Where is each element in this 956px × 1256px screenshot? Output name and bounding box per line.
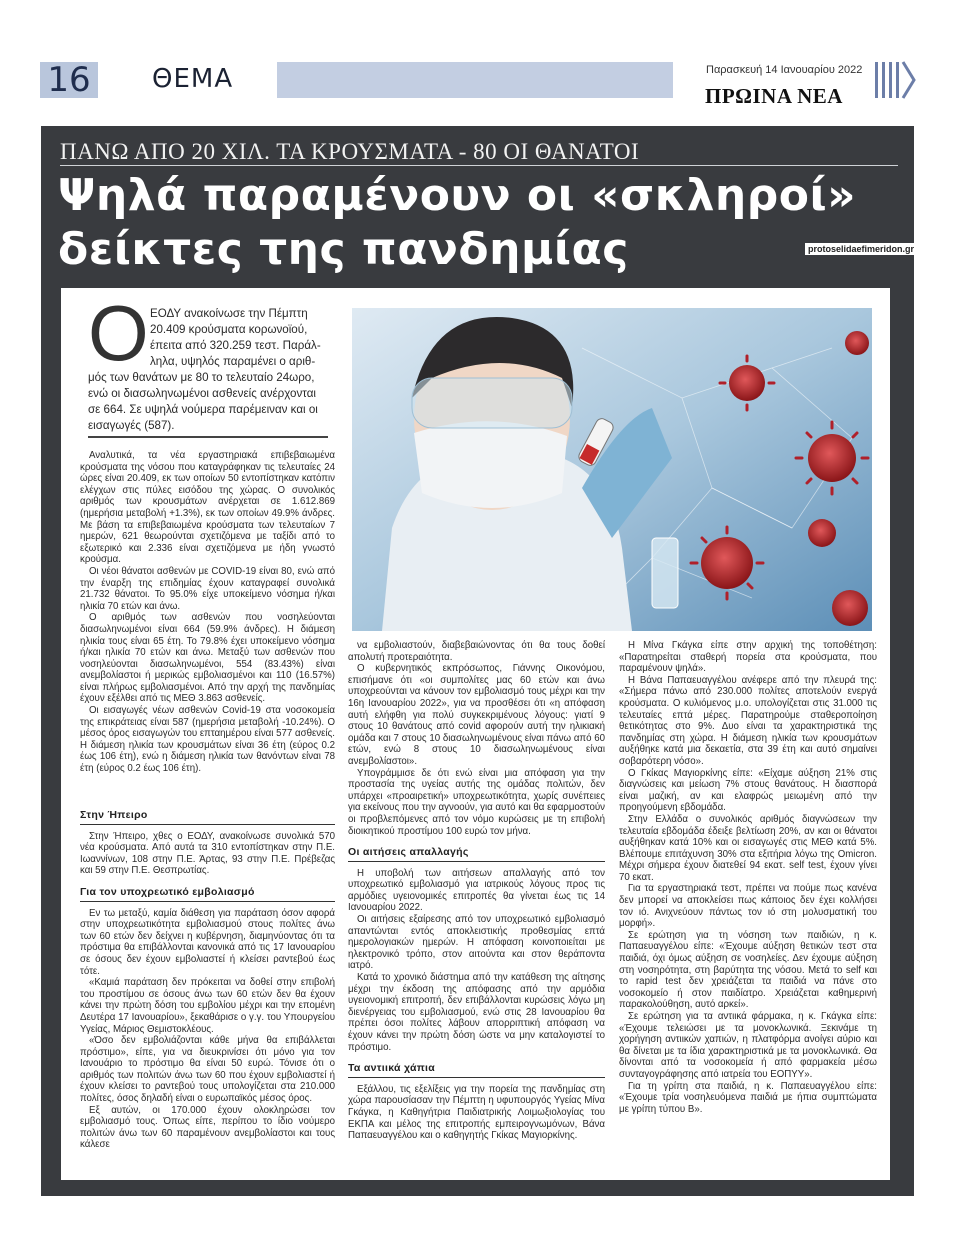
paragraph: Η Μίνα Γκάγκα είπε στην αρχική της τοποθέτηση: «Παρατηρείται σταθερή πορεία στα κρούσματα, που παραμένουν ψηλά». — [619, 640, 877, 675]
article-kicker: ΠΑΝΩ ΑΠΟ 20 ΧΙΛ. ΤΑ ΚΡΟΥΣΜΑΤΑ - 80 ΟΙ ΘΑΝΑΤΟΙ — [60, 139, 640, 164]
article-photo — [352, 308, 872, 631]
paragraph: Για τη γρίπη στα παιδιά, η κ. Παπαευαγγέλου είπε: «Έχουμε τρία νοσηλευόμενα παιδιά με ήπια συμπτώματα με γρίπη τύπου Β». — [619, 1080, 877, 1115]
lead-line: εισαγωγές (587). — [88, 419, 175, 432]
issue-date: Παρασκευή 14 Ιανουαρίου 2022 — [706, 64, 863, 76]
section-title: ΘΕΜΑ — [152, 64, 234, 94]
paragraph: Εν τω μεταξύ, καμία διάθεση για παράταση όσον αφορά στην υποχρεωτικότητα εμβολιασμού στους πολίτες άνω των 60 ετών δεν δείχνει η κυβέρνηση, διαμηνύοντας ότι τα πρόστιμα θα επιβάλλονται κανονικά από τις 17 Ιανουαρίου σε όσους δεν έχουν εμβολιαστεί ή κλείσει ραντεβού έως τότε. — [80, 907, 335, 977]
headline-line-1: Ψηλά παραμένουν οι «σκληροί» — [58, 170, 857, 221]
paragraph: Στην Ήπειρο, χθες ο ΕΟΔΥ, ανακοίνωσε συνολικά 570 νέα κρούσματα. Από αυτά τα 310 εντοπίστηκαν στην Π.Ε. Ιωαννίνων, 108 στην Π.Ε. Άρτας, 93 στην Π.Ε. Πρέβεζας και 59 στην Π.Ε. Θεσπρωτίας. — [80, 830, 335, 877]
paragraph: Στην Ελλάδα ο συνολικός αριθμός διαγνώσεων την τελευταία εβδομάδα έδειξε βελτίωση 20%, αν και οι θάνατοι αυξήθηκαν κατά 10% και οι εισαγωγές στις ΜΕΘ κατά 5%. Βλέπουμε επιτάχυνση 30% στα εξιτήρια λόγω της Omicron. Μέχρι σήμερα έχουν διατεθεί 94 εκατ. self test, έχουν γίνει 70 εκατ. — [619, 813, 877, 883]
paragraph: Ο κυβερνητικός εκπρόσωπος, Γιάννης Οικονόμου, επισήμανε ότι «οι συμπολίτες μας 60 ετών και άνω υποχρεούνται να κάνουν τον εμβολιασμό τους μέχρι και την 16η Ιανουαρίου 2022», για να προσθέσει ότι «η απόφαση αυτή ελήφθη για πολύ συγκεκριμένους λόγους: γιατί 9 στους 10 θανάτους από covid αφορούν αυτή την ηλικιακή ομάδα και 7 στους 10 διασωληνωμένους είναι πάνω από 60 ετών, ενώ 8 στους 10 διασωληνωμένους είναι ανεμβολίαστοι». — [348, 663, 605, 767]
subheading: Τα αντιικά χάπια — [348, 1063, 605, 1078]
paragraph: να εμβολιαστούν, διαβεβαιώνοντας ότι θα τους δοθεί απολυτή προτεραιότητα. — [348, 640, 605, 663]
drop-cap: Ο — [88, 289, 149, 377]
headline-line-2: δείκτες της πανδημίας — [58, 224, 629, 275]
page-number: 16 — [40, 62, 98, 98]
paragraph: Σε ερώτηση για τη νόσηση των παιδιών, η κ. Παπαευαγγέλου είπε: «Έχουμε αύξηση θετικών τεστ στα παιδιά, όχι όμως αύξηση σε νοσηλείες. Δεν έχουμε αύξηση στη νοσηρότητα, στη βαρύτητα της νόσου. Μετά το self και το rapid test δεν χρειάζεται τα παιδιά να πάνε στο νοσοκομείο ή στον παιδίατρο. Χρειάζεται καθημερινή παρακολούθηση, αυτό αρκεί». — [619, 929, 877, 1011]
newspaper-name: ΠΡΩΙΝΑ ΝΕΑ — [705, 84, 843, 108]
lead-line: σε 664. Σε υψηλά νούμερα παρέμειναν και οι — [88, 403, 318, 416]
paragraph: Σε ερώτηση για τα αντιικά φάρμακα, η κ. Γκάγκα είπε: «Έχουμε τελειώσει με τα μονοκλωνικά. Ξεκινάμε τη χορήγηση αντιικών χαπιών, η πλατφόρμα ανοίγει αύριο και θα δίνεται με τα ίδια χαρακτηριστικά με τα μονοκλωνικά. Θα δίνονται από τα νοσοκομεία ή από φαρμακεία μέσω συνταγογράφησης από ιατρεία του ΕΟΠΥΥ». — [619, 1011, 877, 1080]
lead-line: έπειτα από 320.259 τεστ. Παράλ- — [150, 339, 321, 352]
lead-line: μός των θανάτων με 80 το τελευταίο 24ωρο, — [88, 371, 315, 384]
subheading: Για τον υποχρεωτικό εμβολιασμό — [80, 887, 335, 902]
lead-divider — [88, 436, 328, 438]
body-column-1-continued — [80, 800, 335, 1151]
header-bar — [277, 62, 673, 98]
scientist-virus-image — [352, 308, 872, 631]
paragraph: «Όσο δεν εμβολιάζονται κάθε μήνα θα επιβάλλεται πρόστιμο», είπε, για να διευκρινίσει ότι μόνο για τον Ιανουάριο το πρόστιμο θα είναι 50 ευρώ. Τόνισε ότι ο αριθμός των πολιτών άνω των 60 που έχουν εμβολιαστεί ή έχουν κλείσει το ραντεβού τους υπολογίζεται στα 210.000 πολίτες, όσος δηλαδή είναι ο ευρωπαϊκός μέσος όρος. — [80, 1035, 335, 1105]
paragraph: Εξάλλου, τις εξελίξεις για την πορεία της πανδημίας στη χώρα παρουσίασαν την Πέμπτη η υφυπουργός Υγείας Μίνα Γκάγκα, η Καθηγήτρια Παιδιατρικής Λοιμωξιολογίας του ΕΚΠΑ και μέλος της επιτροπής εμπειρογνωμόνων, Βάνα Παπαευαγγέλου και ο καθηγητής Γκίκας Μαγιορκίνης. — [348, 1083, 605, 1142]
paragraph: Οι νέοι θάνατοι ασθενών με COVID-19 είναι 80, ενώ από την έναρξη της επιδημίας έχουν καταγραφεί συνολικά 21.732 θάνατοι. Το 95.0% είχε υποκείμενο νόσημα ή/και ηλικία 70 ετών και άνω. — [80, 565, 335, 612]
body-column-2 — [348, 640, 605, 1142]
subheading: Οι αιτήσεις απαλλαγής — [348, 847, 605, 862]
paragraph: Υπογράμμισε δε ότι ενώ είναι μια απόφαση για την προστασία της υγείας αυτής της ομάδας πολιτών, δεν υπάρχει «προαιρετική» υποχρεωτικότητα, χωρίς συνέπειες για εκείνους που την αγνοούν, για αυτό και θα εφαρμοστούν οι προβλεπόμενες από τον νόμο κυρώσεις με τη επιβολή διοικητικού προστίμου 100 ευρώ τον μήνα. — [348, 767, 605, 837]
body-column-1 — [80, 450, 335, 775]
lead-line: ΕΟΔΥ ανακοίνωσε την Πέμπτη — [150, 307, 308, 320]
paragraph: Η υποβολή των αιτήσεων απαλλαγής από τον υποχρεωτικό εμβολιασμό για ιατρικούς λόγους προς τις αρμόδιες υγειονομικές επιτροπές θα γίνεται έως τις 14 Ιανουαρίου 2022. — [348, 867, 605, 914]
paragraph: Ο αριθμός των ασθενών που νοσηλεύονται διασωληνωμένοι είναι 664 (59.9% άνδρες). Η διάμεση ηλικία τους είναι 65 έτη. Το 79.8% έχει υποκείμενο νόσημα ή/και ηλικία 70 ετών και άνω. Μεταξύ των ασθενών που νοσηλεύονται διασωληνωμένοι, 554 (83.43%) είναι ανεμβολίαστοι ή μερικώς εμβολιασμένοι και 110 (16.57%) είναι πλήρως εμβολιασμένοι. Από την αρχή της πανδημίας έχουν εξέλθει από τις ΜΕΘ 3.863 ασθενείς. — [80, 612, 335, 705]
lead-line: 20.409 κρούσματα κορωνοϊού, — [150, 323, 308, 336]
paragraph: Αναλυτικά, τα νέα εργαστηριακά επιβεβαιωμένα κρούσματα της νόσου που καταγράφηκαν τις τελευταίες 24 ώρες είναι 20.409, εκ των οποίων 50 εντοπίστηκαν κατόπιν ελέγχων στις πύλες εισόδου της χώρας. Ο συνολικός αριθμός των κρουσμάτων ανέρχεται σε 1.612.869 (ημερήσια μεταβολή +1.3%), εκ των οποίων 49.9% άνδρες. Με βάση τα επιβεβαιωμένα κρούσματα των τελευταίων 7 ημερών, 621 θεωρούνται σχετιζόμενα με ταξίδι από το εξωτερικό και 2.336 είναι σχετιζόμενα με ήδη γνωστό κρούσμα. — [80, 450, 335, 566]
watermark: protoselidaefimeridon.gr — [805, 243, 917, 255]
paragraph: Ο Γκίκας Μαγιορκίνης είπε: «Είχαμε αύξηση 21% στις διαγνώσεις και μείωση 7% στους θανάτους. Η διασπορά είναι μαζική, αν και ελαφρώς μειωμένη από την προηγούμενη εβδομάδα. — [619, 767, 877, 814]
paragraph: Η Βάνα Παπαευαγγέλου ανέφερε από την πλευρά της: «Σήμερα πάνω από 230.000 πολίτες αποτελούν ενεργά κρούσματα. Ο κυλιόμενος μ.ο. υπολογίζεται στις 31.000 τις τελευταίες επτά μέρες. Παρατηρούμε σταθεροποίηση θετικότητας στο 9%. Δυο είναι τα χαρακτηριστικά της πανδημίας στη χώρα. Η διάμεση ηλικία των κρουσμάτων αυξήθηκε κατά μια δεκαετία, στα 39 έτη και αυτό σημαίνει σοβαρότερη νόσο». — [619, 674, 877, 767]
lead-line: ενώ οι διασωληνωμένοι ασθενείς ανέρχονται — [88, 387, 316, 400]
paragraph: Για τα εργαστηριακά τεστ, πρέπει να πούμε πως κανένα δεν μπορεί να αποκλείσει πως κάποιος δεν έχει κολλήσει τον ιό. Ανιχνεύουν πάντως τον ιό στη μολυσματική του μορφή». — [619, 883, 877, 930]
subheading: Στην Ήπειρο — [80, 810, 335, 825]
newspaper-logo-icon — [874, 60, 916, 100]
lead-line: ληλα, υψηλός παραμένει ο αριθ- — [150, 355, 316, 368]
body-column-3 — [619, 640, 877, 1115]
kicker-divider — [60, 165, 898, 166]
paragraph: «Καμιά παράταση δεν πρόκειται να δοθεί στην επιβολή του προστίμου σε όσους άνω των 60 ετών δεν θα έχουν κάνει την πρώτη δόση του εμβολίου μέχρι και την επομένη Δευτέρα 17 Ιανουαρίου», ξεκαθάρισε ο γ.γ. του Υπουργείου Υγείας, Μάριος Θεμιστοκλέους. — [80, 977, 335, 1035]
paragraph: Οι εισαγωγές νέων ασθενών Covid-19 στα νοσοκομεία της επικράτειας είναι 587 (ημερήσια μεταβολή -10.24%). Ο μέσος όρος εισαγωγών του επταημέρου είναι 577 ασθενείς. Η διάμεση ηλικία των κρουσμάτων είναι 36 έτη (εύρος 0.2 έως 106 έτη), ενώ η διάμεση ηλικία των θανόντων είναι 78 έτη (εύρος 0.2 έως 106 έτη). — [80, 705, 335, 775]
paragraph: Κατά το χρονικό διάστημα από την κατάθεση της αίτησης μέχρι την έκδοση της απόφασης από την αρμόδια υγειονομική επιτροπή, δεν επιβάλλονται κυρώσεις λόγω μη διενέργειας του εμβολιασμού, ενώ στις 28 Ιανουαρίου θα πρέπει όσοι πολίτες λάβουν απορριπτική απόφαση να έχουν κάνει την πρώτη δόση ώστε να μην καταλογιστεί το πρόστιμο. — [348, 972, 605, 1053]
paragraph: Εξ αυτών, οι 170.000 έχουν ολοκληρώσει τον εμβολιασμό τους. Όπως είπε, περίπου το ίδιο νούμερο πολιτών άνω των 60 παραμένουν ανεμβολίαστοι και τους κάλεσε — [80, 1104, 335, 1151]
paragraph: Οι αιτήσεις εξαίρεσης από τον υποχρεωτικό εμβολιασμό απαντώνται εντός αποκλειστικής προθεσμίας επτά ημερολογιακών ημερών. Η απόφαση κοινοποιείται με ηλεκτρονικό τρόπο, στον αιτούντα και στον θεράποντα ιατρό. — [348, 914, 605, 972]
